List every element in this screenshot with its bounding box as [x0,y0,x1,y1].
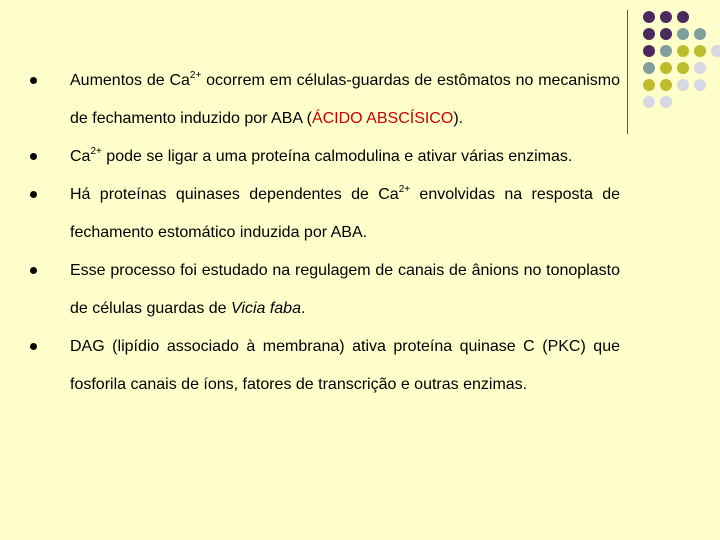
decorative-dot-icon [677,11,689,23]
decorative-dot-icon [694,62,706,74]
aba-highlight: ÁCIDO ABSCÍSICO [311,110,454,127]
decorative-dot-icon [660,45,672,57]
bullet-dot-icon [30,191,37,198]
decorative-dot-icon [643,28,655,40]
bullet-item-5 [30,328,620,404]
bullet-dot-icon [30,267,37,274]
decorative-dot-icon [643,45,655,57]
bullet-list [30,62,620,404]
divider-line [627,10,628,134]
bullet-dot-icon [30,77,37,84]
bullet-item-1 [30,62,620,138]
decorative-dot-icon [694,45,706,57]
bullet-dot-icon [30,153,37,160]
decorative-dot-icon [643,62,655,74]
decorative-dot-icon [660,11,672,23]
decorative-dot-icon [643,11,655,23]
decorative-dot-icon [677,79,689,91]
bullet-dot-icon [30,343,37,350]
decorative-dot-icon [660,96,672,108]
bullet-text-3: Há proteínas quinases dependentes de $Ca^{2+}$ envolvidas na resposta de fechamento estomático induzida por ABA. [70,184,621,241]
bullet-text-2: $Ca^{2+}$ pode se ligar a uma proteína calmodulina e ativar várias enzimas. [70,146,573,165]
bullet-item-2 [30,138,620,176]
bullet-text-1: Aumentos de $Ca^{2+}$ ocorrem em células-guardas de estômatos no mecanismo de fechamento induzido por ABA (ÁCIDO ABSCÍSICO). [70,70,621,127]
decorative-dot-icon [677,62,689,74]
decorative-dot-icon [643,79,655,91]
bullet-text-4: Esse processo foi estudado na regulagem de canais de ânions no tonoplasto de células guardas de Vicia faba. [70,262,620,317]
decorative-dot-icon [677,28,689,40]
decorative-dot-icon [660,79,672,91]
bullet-item-3 [30,176,620,252]
decorative-dot-icon [660,28,672,40]
bullet-item-4 [30,252,620,328]
decorative-dot-icon [660,62,672,74]
decorative-dot-icon [711,45,720,57]
decorative-dot-icon [694,79,706,91]
bullet-text-5: DAG (lipídio associado à membrana) ativa proteína quinase C (PKC) que fosforila canais de íons, fatores de transcrição e outras enzimas. [70,338,620,393]
decorative-dot-icon [694,28,706,40]
decorative-dot-icon [677,45,689,57]
decorative-dot-icon [643,96,655,108]
species-name: Vicia faba [231,300,301,317]
